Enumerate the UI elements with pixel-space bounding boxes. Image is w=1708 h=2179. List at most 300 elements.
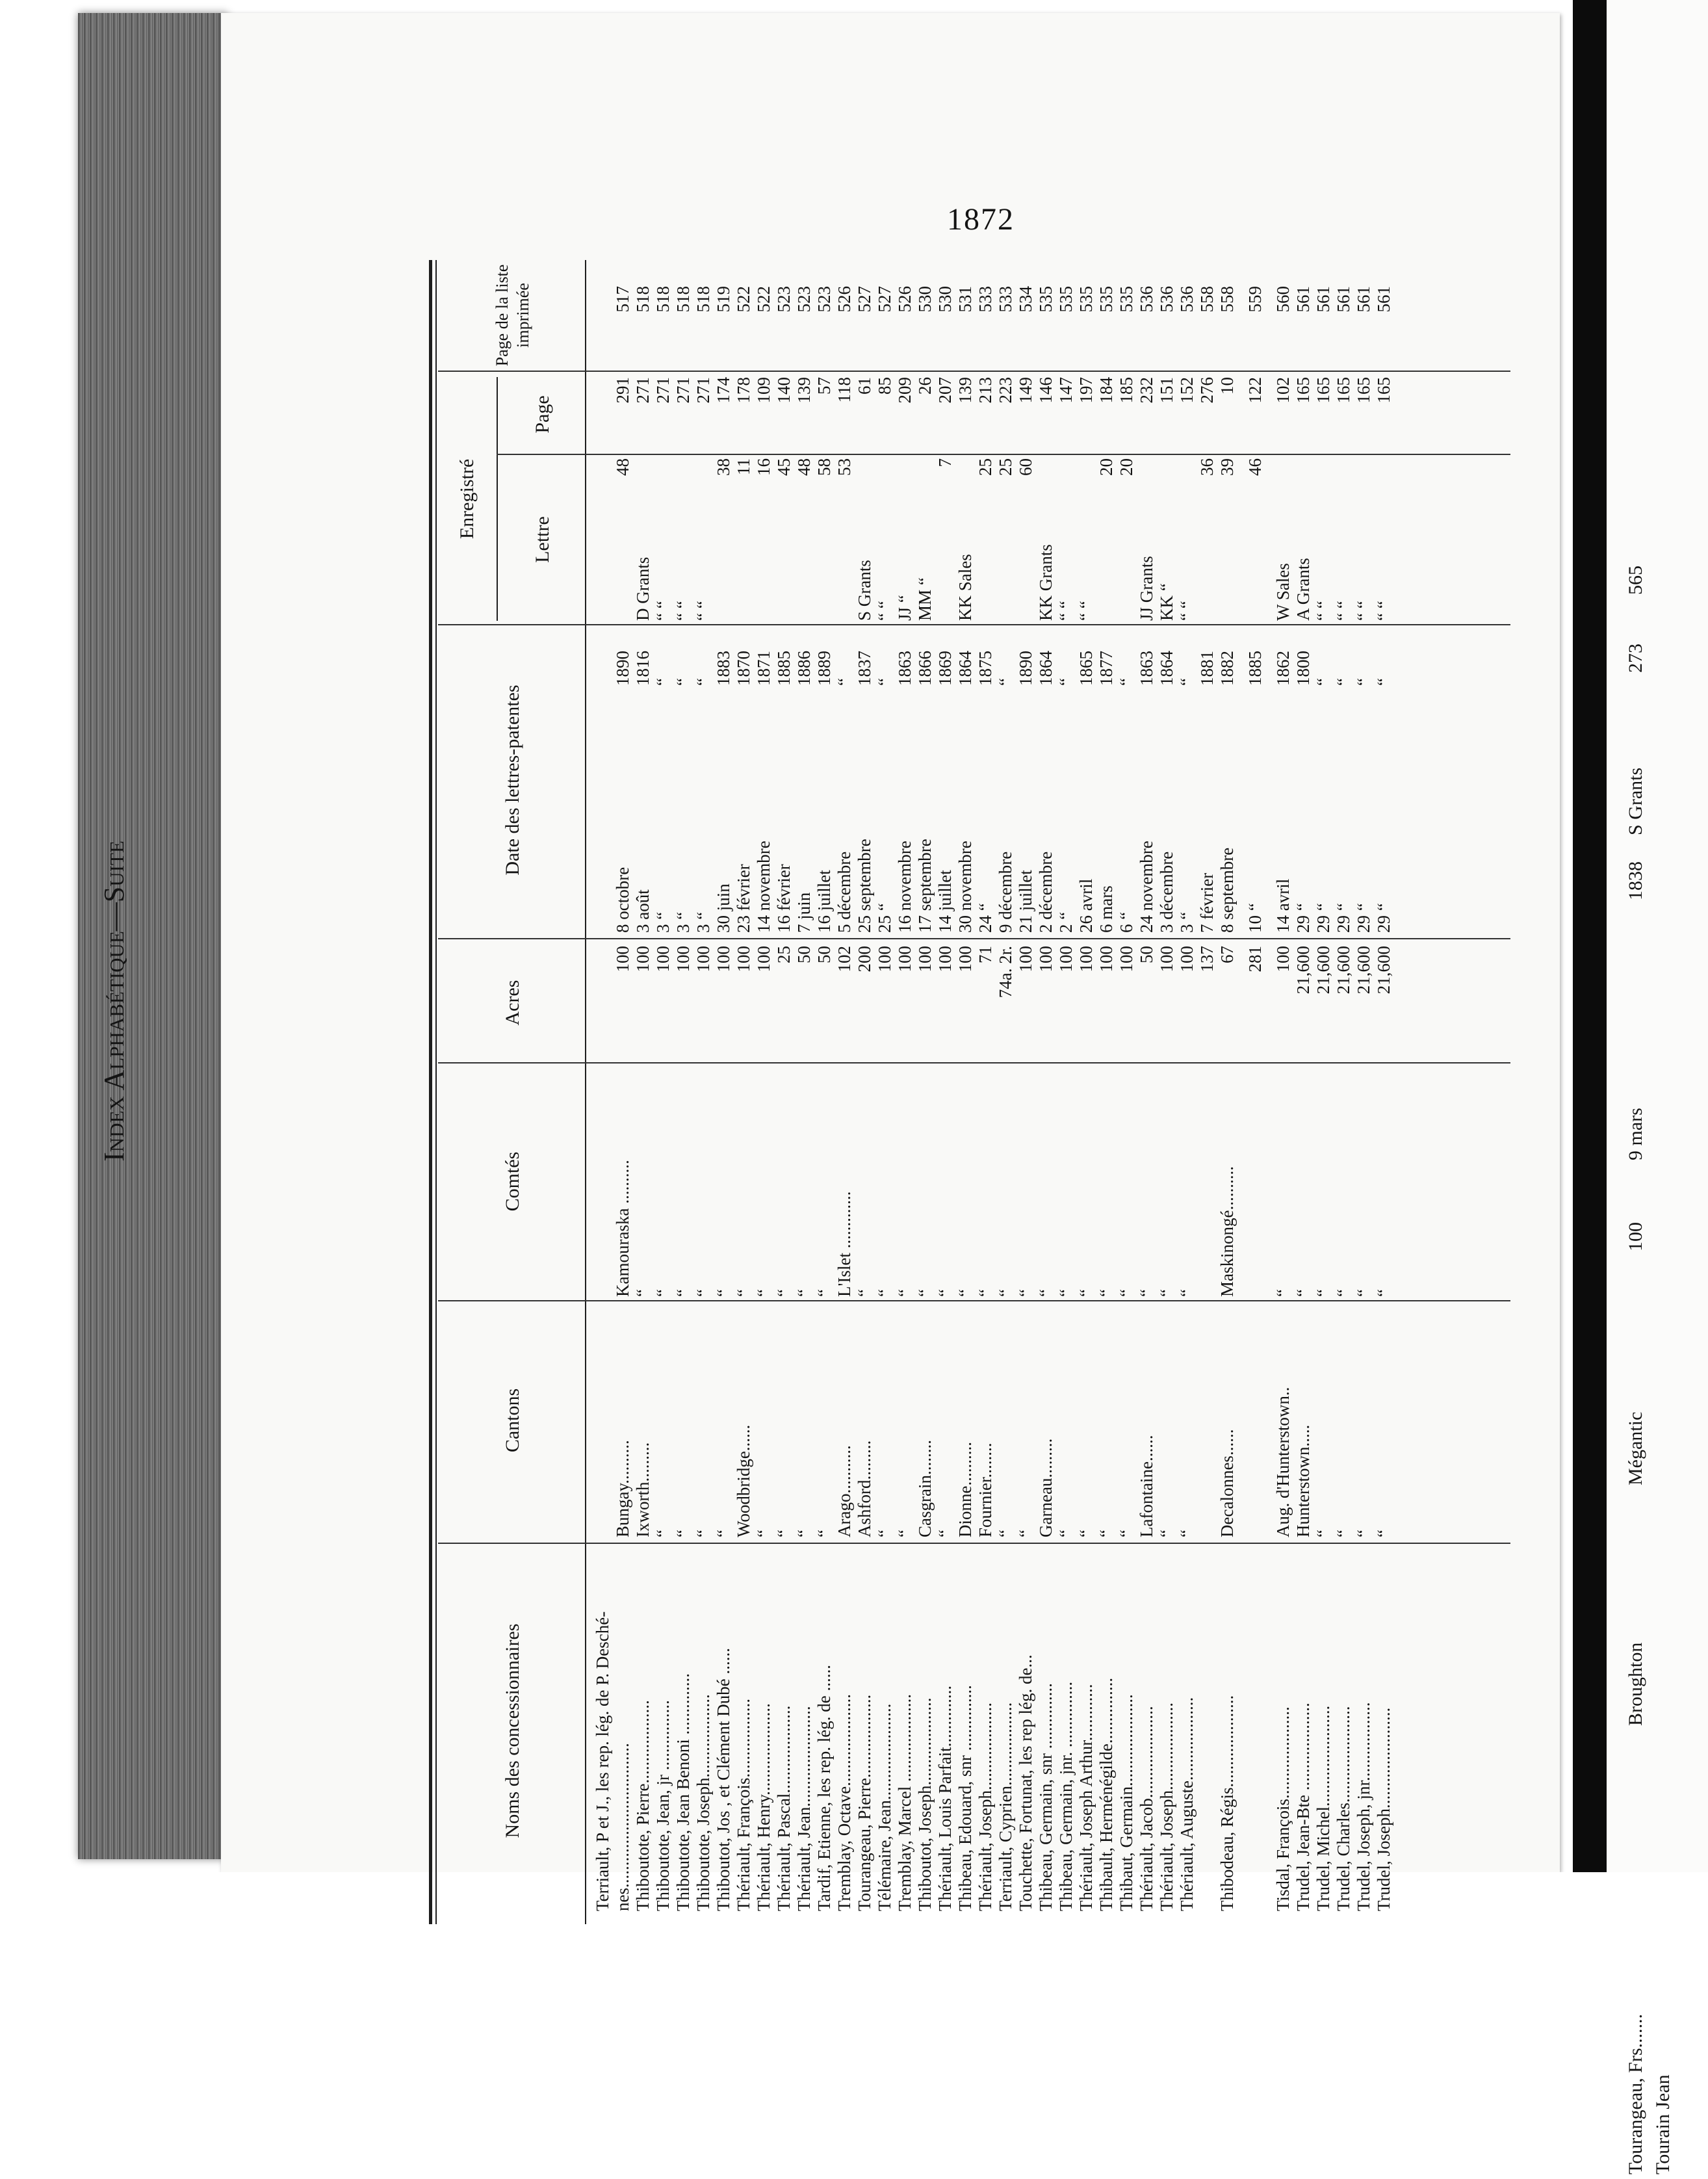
row-comte [1245,1066,1265,1297]
row-comte: “ [1177,1289,1197,1297]
row-canton [593,1303,613,1537]
row-lettre-page [593,458,613,504]
row-page: 207 [935,377,955,404]
row-liste: 536 [1157,286,1176,313]
facing-acres: 100 [1625,1222,1646,1251]
row-date: 29 “ [1334,903,1353,933]
row-name: Tremblay, Octave..................... [835,1694,854,1911]
header-noms: Noms des concessionnaires [502,1623,524,1838]
row-canton: “ [1374,1530,1393,1537]
row-liste: 558 [1217,286,1237,313]
row-lettre-page: 46 [1245,458,1265,476]
row-lettre [835,507,855,621]
row-year: 1800 [1293,651,1313,686]
table-row [1137,260,1157,1924]
table-row [754,260,774,1924]
row-acres: 100 [1036,946,1055,972]
table-row [1036,260,1056,1924]
row-liste: 561 [1334,286,1353,313]
row-acres: 71 [976,946,995,963]
row-lettre-page [1293,458,1313,504]
table-row [1197,260,1217,1924]
row-acres: 100 [915,946,935,972]
header-page: Page [532,395,554,434]
row-comte [1197,1066,1217,1297]
row-page: 184 [1096,377,1116,404]
row-acres: 100 [955,946,975,972]
row-canton: Ixworth......... [633,1442,653,1537]
row-lettre-page [1036,458,1056,504]
row-date: 14 novembre [754,841,773,933]
row-date: 3 “ [1177,911,1197,933]
row-comte: “ [653,1289,673,1297]
row-page: 223 [996,377,1015,404]
row-canton: “ [1157,1530,1176,1537]
row-name: Trudel, Joseph, jnr.................. [1354,1702,1373,1911]
row-acres: 102 [835,946,854,972]
row-name: Thibaut, Germain..................... [1117,1694,1136,1911]
row-canton: Dionne.......... [955,1442,975,1537]
row-canton: Casgrain........ [915,1440,935,1537]
row-acres: 100 [1273,946,1293,972]
row-lettre-page [1273,458,1293,504]
row-acres: 100 [1177,946,1197,972]
table-row [633,260,653,1924]
row-acres: 100 [1056,946,1076,972]
row-lettre [1197,507,1217,621]
facing-liste: 565 [1625,566,1646,595]
row-comte: “ [1137,1289,1156,1297]
row-lettre: S Grants [855,560,874,621]
row-canton: “ [1334,1530,1353,1537]
row-acres: 67 [1217,946,1237,963]
table-row [653,260,673,1924]
row-liste: 522 [754,286,773,313]
row-liste: 560 [1273,286,1293,313]
table-row [996,260,1016,1924]
row-lettre [734,507,754,621]
row-lettre: “ “ [1313,601,1333,621]
row-acres [593,946,613,1060]
row-lettre [996,507,1016,621]
row-acres: 100 [1016,946,1035,972]
row-date: 25 “ [875,903,894,933]
row-comte: “ [1374,1289,1393,1297]
row-date [593,692,613,933]
row-lettre-page [1157,458,1177,504]
row-name: Thériault, Auguste................... [1177,1697,1197,1911]
row-canton: Bungay.......... [613,1440,632,1537]
row-comte: “ [693,1289,713,1297]
row-canton: “ [673,1530,693,1537]
row-lettre-page [1334,458,1354,504]
row-canton: “ [996,1530,1015,1537]
row-date: 17 septembre [915,839,935,933]
row-date: 5 décembre [835,851,854,933]
row-canton: “ [1117,1530,1136,1537]
row-lettre-page [673,458,693,504]
row-year: 1870 [734,651,753,686]
facing-name: Tourangeau, Frs....... [1625,2013,1646,2174]
row-liste: 533 [976,286,995,313]
row-date: 3 décembre [1157,851,1176,933]
row-canton: Garneau......... [1036,1438,1055,1537]
table-row [1245,260,1265,1924]
row-liste: 526 [895,286,914,313]
row-name: Tisdal, François..................... [1273,1706,1293,1911]
row-canton: Fournier........ [976,1442,995,1537]
table-row [734,260,754,1924]
row-canton: “ [693,1530,713,1537]
table-row [1374,260,1394,1924]
table-row [875,260,895,1924]
row-name: Touchette, Fortunat, les rep lég. de... [1016,1654,1035,1911]
row-name: Terriault, Cyprien................... [996,1702,1015,1911]
row-page: 271 [653,377,673,404]
row-date: 3 “ [673,911,693,933]
row-canton: “ [1016,1530,1035,1537]
row-comte: “ [1334,1289,1353,1297]
table-row [1157,260,1177,1924]
table-row [1313,260,1334,1924]
row-date: 25 septembre [855,839,874,933]
row-year: 1881 [1197,651,1217,686]
header-liste: Page de la liste imprimée [492,264,532,367]
row-year: “ [673,678,693,686]
row-date: 23 février [734,864,753,933]
table-row [855,260,875,1924]
row-canton: “ [794,1530,814,1537]
table-row [593,260,613,1924]
row-liste: 530 [915,286,935,313]
row-name: Tremblay, Marcel .................... [895,1694,914,1911]
row-date: 29 “ [1293,903,1313,933]
table-row [673,260,693,1924]
row-lettre: KK “ [1157,583,1176,621]
row-acres: 100 [935,946,955,972]
row-name: Thiboutot, Joseph.................... [915,1697,935,1911]
row-year: 1865 [1076,651,1096,686]
row-comte: “ [1293,1289,1313,1297]
row-canton: “ [653,1530,673,1537]
row-comte: “ [1036,1289,1055,1297]
row-name [1197,1550,1217,1911]
row-liste: 523 [794,286,814,313]
row-canton [1197,1303,1217,1537]
row-liste: 535 [1036,286,1055,313]
row-lettre [593,507,613,621]
row-comte: “ [955,1289,975,1297]
table-row [935,260,955,1924]
row-date: 8 septembre [1217,847,1237,933]
row-comte: Maskinongé.......... [1217,1166,1237,1297]
row-page: 109 [754,377,773,404]
row-lettre-page [653,458,673,504]
row-date: 16 février [774,864,794,933]
row-name: Thériault, Pascal.................... [774,1705,794,1911]
row-page [593,377,613,449]
row-acres: 137 [1197,946,1217,972]
row-canton: “ [754,1530,773,1537]
row-lettre [774,507,794,621]
row-acres: 100 [714,946,733,972]
row-comte: “ [1157,1289,1176,1297]
row-liste: 561 [1313,286,1333,313]
row-year: “ [1177,678,1197,686]
row-page: 165 [1354,377,1373,404]
row-lettre: “ “ [673,601,693,621]
table-row [1177,260,1197,1924]
row-comte: “ [734,1289,753,1297]
row-lettre [814,507,835,621]
row-liste: 535 [1117,286,1136,313]
row-date: 29 “ [1374,903,1393,933]
row-page: 174 [714,377,733,404]
row-lettre [1096,507,1117,621]
row-date: 14 juillet [935,870,955,933]
row-date: 24 novembre [1137,841,1156,933]
row-canton: Arago........... [835,1445,854,1537]
row-year: 1866 [915,651,935,686]
row-acres: 100 [895,946,914,972]
row-date: 30 novembre [955,841,975,933]
row-lettre-page: 45 [774,458,794,476]
row-acres: 50 [1137,946,1156,963]
row-date: 16 juillet [814,870,834,933]
row-year: 1883 [714,651,733,686]
row-acres: 100 [1157,946,1176,972]
row-page: 291 [613,377,632,404]
row-page: 271 [693,377,713,404]
row-canton: “ [1076,1530,1096,1537]
row-canton: Ashford......... [855,1440,874,1537]
row-acres: 21,600 [1374,946,1393,995]
row-lettre-page [875,458,895,504]
row-year: 1816 [633,651,653,686]
row-comte: “ [1117,1289,1136,1297]
row-name: Thiboutote, Jean Benoni .............. [673,1673,693,1911]
row-date: 7 février [1197,872,1217,933]
row-date: 16 novembre [895,841,914,933]
row-lettre: JJ “ [895,595,914,621]
row-acres: 100 [653,946,673,972]
row-lettre-page: 11 [734,458,753,475]
row-acres: 281 [1245,946,1265,972]
row-name: Tardif, Etienne, les rep. lég. de ...... [814,1665,834,1911]
row-lettre-page [1177,458,1197,504]
table-body [593,260,1394,1924]
row-name: Terriault, P et J., les rep. lég. de P. Desché- [593,1611,612,1911]
row-liste: 535 [1076,286,1096,313]
row-year [593,627,613,686]
facing-comte: Mégantic [1625,1411,1646,1485]
table-row [693,260,714,1924]
row-year: “ [1117,678,1136,686]
row-comte: “ [1273,1289,1293,1297]
row-liste: 522 [734,286,753,313]
row-page: 178 [734,377,753,404]
table-row [1016,260,1036,1924]
row-year: 1882 [1217,651,1237,686]
row-liste: 559 [1245,286,1265,313]
row-lettre [1217,507,1237,621]
row-page: 147 [1056,377,1076,404]
facing-canton: Broughton [1625,1642,1646,1726]
row-lettre [935,507,955,621]
row-liste: 561 [1374,286,1393,313]
row-date: 6 mars [1096,885,1116,933]
row-comte: “ [1313,1289,1333,1297]
row-lettre: “ “ [1056,601,1076,621]
row-comte: “ [774,1289,794,1297]
row-comte: “ [935,1289,955,1297]
row-lettre [1016,507,1036,621]
row-date: 9 décembre [996,851,1015,933]
row-canton: “ [1096,1530,1116,1537]
row-date: 29 “ [1354,903,1373,933]
row-comte: “ [915,1289,935,1297]
row-name: Thériault, Joseph.................... [976,1703,995,1911]
row-page: 118 [835,377,854,403]
row-lettre: D Grants [633,556,653,621]
row-date: 10 “ [1245,903,1265,933]
row-acres: 50 [814,946,834,963]
row-canton: “ [895,1530,914,1537]
header-enregistre: Enregistré [456,458,478,540]
table-row [1096,260,1117,1924]
row-comte: Kamouraska .......... [613,1160,632,1297]
row-page: 271 [633,377,653,404]
row-comte: “ [895,1289,914,1297]
row-page: 26 [915,377,935,395]
row-lettre-page [633,458,653,504]
row-canton: “ [1056,1530,1076,1537]
row-comte: “ [1354,1289,1373,1297]
table-row [1117,260,1137,1924]
row-name: Thibodeau, Régis..................... [1217,1695,1237,1911]
row-page: 276 [1197,377,1217,404]
row-page: 165 [1313,377,1333,404]
row-year: 1862 [1273,651,1293,686]
table-row [794,260,814,1924]
table-row [1334,260,1354,1924]
row-acres: 100 [1096,946,1116,972]
row-page: 57 [814,377,834,395]
row-liste: 518 [633,286,653,313]
row-acres: 21,600 [1334,946,1353,995]
row-lettre: KK Grants [1036,544,1055,621]
row-name: Trudel, Michel....................... [1313,1705,1333,1911]
row-year: 1875 [976,651,995,686]
facing-page-text [1612,29,1703,2174]
row-name: Trudel, Jean-Bte .................... [1293,1703,1313,1911]
row-page: 185 [1117,377,1136,404]
row-date: 30 juin [714,883,733,933]
facing-page: 273 [1625,644,1646,673]
row-name: Thiboutot, Jos , et Clément Dubé ...... [714,1648,733,1911]
row-lettre-page [855,458,875,504]
row-lettre-page: 39 [1217,458,1237,476]
row-lettre [794,507,814,621]
row-canton: Decalonnes...... [1217,1429,1237,1537]
row-name: Thibeau, Edouard, snr ............... [955,1685,975,1911]
row-canton: “ [774,1530,794,1537]
row-liste: 558 [1197,286,1217,313]
row-name [1245,1550,1265,1911]
row-lettre-page [1056,458,1076,504]
row-year: 1871 [754,651,773,686]
row-page: 149 [1016,377,1035,404]
row-liste: 561 [1354,286,1373,313]
row-page: 139 [955,377,975,404]
row-year: “ [693,678,713,686]
row-name: Thibeau, Germain, jnr. ............... [1056,1681,1076,1911]
row-page: 152 [1177,377,1197,404]
row-liste: 518 [693,286,713,313]
facing-lettre: S Grants [1625,767,1646,835]
row-page: 197 [1076,377,1096,404]
row-year: 1864 [1157,651,1176,686]
row-page: 271 [673,377,693,404]
row-page: 140 [774,377,794,404]
facing-date: 9 mars [1625,1108,1646,1160]
row-lettre-page: 60 [1016,458,1035,476]
row-comte: “ [794,1289,814,1297]
row-lettre-page [1354,458,1374,504]
row-liste: 519 [714,286,733,313]
row-name: Thériault, Joseph.................... [1157,1703,1176,1911]
row-liste: 534 [1016,286,1035,313]
row-page: 85 [875,377,894,395]
row-name: Thériault, Joseph Arthur............. [1076,1684,1096,1911]
row-name: Trudel, Charles...................... [1334,1706,1353,1911]
row-lettre: JJ Grants [1137,556,1156,621]
table-row [714,260,734,1924]
row-lettre-page [895,458,915,504]
row-year: 1889 [814,651,834,686]
row-page: 61 [855,377,874,395]
row-name: Thiboutote, Jean, jr ................ [653,1700,673,1911]
row-name: nes................................. [613,1743,632,1911]
table-row [895,260,915,1924]
row-comte: “ [1096,1289,1116,1297]
row-acres: 100 [754,946,773,972]
row-liste: 523 [774,286,794,313]
row-year: 1885 [774,651,794,686]
row-acres: 100 [734,946,753,972]
table-row [774,260,794,1924]
row-year: “ [996,678,1015,686]
row-acres: 21,600 [1293,946,1313,995]
table-row [1217,260,1237,1924]
row-acres: 25 [774,946,794,963]
row-page: 122 [1245,377,1265,404]
enregistre-rule [497,377,498,621]
row-lettre [1117,507,1137,621]
row-year: 1863 [1137,651,1156,686]
row-name: Thiboutote, Pierre................... [633,1700,653,1911]
row-lettre-page [1313,458,1334,504]
row-date: 3 “ [693,911,713,933]
row-year: “ [1313,678,1333,686]
row-year: 1877 [1096,651,1116,686]
row-lettre-page: 53 [835,458,854,476]
row-lettre: “ “ [875,601,894,621]
row-lettre-page: 38 [714,458,733,476]
index-table [429,260,1514,1924]
row-liste: 517 [613,286,632,313]
table-top-rule [429,260,432,1924]
